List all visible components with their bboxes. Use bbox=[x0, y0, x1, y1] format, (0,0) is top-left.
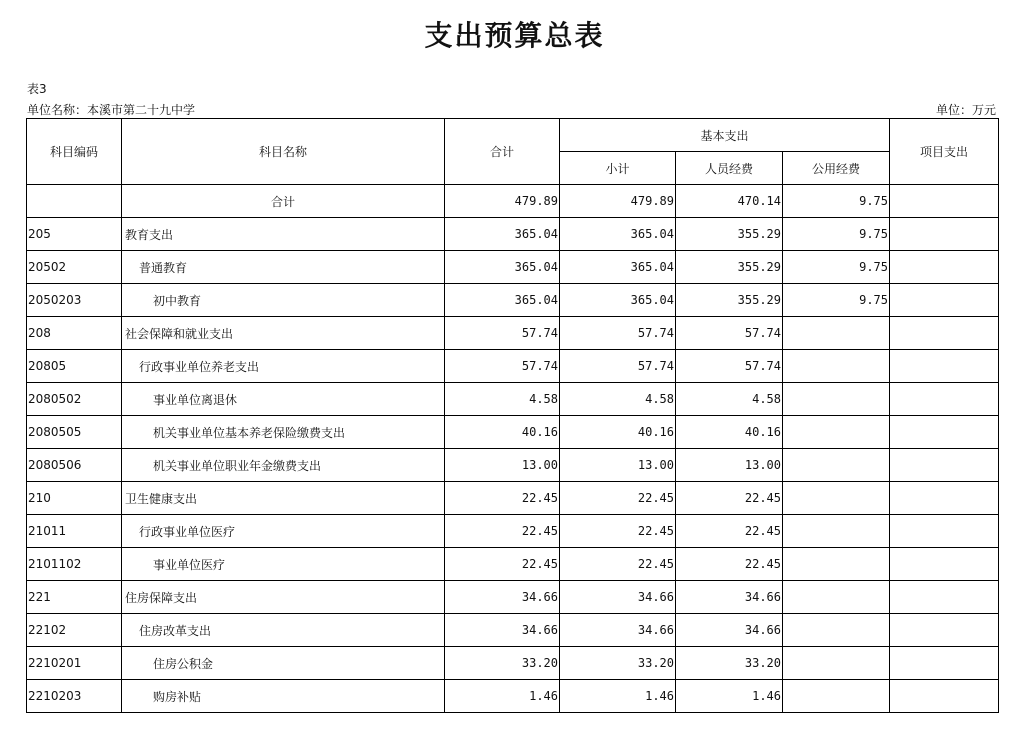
row-public bbox=[783, 515, 890, 548]
row-total: 22.45 bbox=[445, 482, 560, 515]
row-total: 57.74 bbox=[445, 317, 560, 350]
row-project bbox=[890, 416, 999, 449]
row-public bbox=[783, 449, 890, 482]
header-basic: 基本支出 bbox=[560, 119, 890, 152]
row-subtotal: 57.74 bbox=[560, 317, 676, 350]
row-public: 9.75 bbox=[783, 251, 890, 284]
row-project bbox=[890, 482, 999, 515]
row-public bbox=[783, 614, 890, 647]
row-project bbox=[890, 515, 999, 548]
row-total: 57.74 bbox=[445, 350, 560, 383]
row-code: 205 bbox=[27, 218, 122, 251]
total-personnel: 470.14 bbox=[676, 185, 783, 218]
header-project: 项目支出 bbox=[890, 119, 999, 185]
row-personnel: 1.46 bbox=[676, 680, 783, 713]
row-personnel: 34.66 bbox=[676, 581, 783, 614]
row-project bbox=[890, 218, 999, 251]
row-code: 2210203 bbox=[27, 680, 122, 713]
row-subtotal: 34.66 bbox=[560, 614, 676, 647]
table-row bbox=[27, 449, 999, 482]
row-project bbox=[890, 284, 999, 317]
row-code: 2210201 bbox=[27, 647, 122, 680]
row-subtotal: 1.46 bbox=[560, 680, 676, 713]
row-name: 购房补贴 bbox=[122, 680, 445, 713]
row-public bbox=[783, 383, 890, 416]
row-public bbox=[783, 482, 890, 515]
row-subtotal: 13.00 bbox=[560, 449, 676, 482]
row-code: 2080502 bbox=[27, 383, 122, 416]
row-project bbox=[890, 581, 999, 614]
total-project bbox=[890, 185, 999, 218]
row-project bbox=[890, 647, 999, 680]
row-code: 2080506 bbox=[27, 449, 122, 482]
row-personnel: 57.74 bbox=[676, 350, 783, 383]
table-row bbox=[27, 614, 999, 647]
budget-table bbox=[26, 118, 999, 713]
row-name: 教育支出 bbox=[122, 218, 445, 251]
table-row bbox=[27, 482, 999, 515]
row-name: 机关事业单位基本养老保险缴费支出 bbox=[122, 416, 445, 449]
unit-name: 单位名称：本溪市第二十九中学 bbox=[27, 103, 196, 117]
row-personnel: 22.45 bbox=[676, 515, 783, 548]
row-name: 事业单位医疗 bbox=[122, 548, 445, 581]
row-subtotal: 4.58 bbox=[560, 383, 676, 416]
row-total: 365.04 bbox=[445, 218, 560, 251]
table-row bbox=[27, 680, 999, 713]
row-total: 22.45 bbox=[445, 515, 560, 548]
row-public: 9.75 bbox=[783, 218, 890, 251]
row-personnel: 355.29 bbox=[676, 218, 783, 251]
row-name: 卫生健康支出 bbox=[122, 482, 445, 515]
row-public bbox=[783, 350, 890, 383]
row-personnel: 13.00 bbox=[676, 449, 783, 482]
row-personnel: 355.29 bbox=[676, 251, 783, 284]
row-code: 2050203 bbox=[27, 284, 122, 317]
row-name: 社会保障和就业支出 bbox=[122, 317, 445, 350]
header-name: 科目名称 bbox=[122, 119, 445, 185]
row-public bbox=[783, 581, 890, 614]
row-name: 初中教育 bbox=[122, 284, 445, 317]
row-code: 20502 bbox=[27, 251, 122, 284]
row-subtotal: 22.45 bbox=[560, 515, 676, 548]
row-public bbox=[783, 647, 890, 680]
row-name: 行政事业单位养老支出 bbox=[122, 350, 445, 383]
total-subtotal: 479.89 bbox=[560, 185, 676, 218]
currency-unit: 单位：万元 bbox=[935, 103, 996, 117]
row-subtotal: 365.04 bbox=[560, 218, 676, 251]
row-subtotal: 34.66 bbox=[560, 581, 676, 614]
row-total: 34.66 bbox=[445, 581, 560, 614]
row-code: 22102 bbox=[27, 614, 122, 647]
row-project bbox=[890, 251, 999, 284]
table-row bbox=[27, 218, 999, 251]
header-total: 合计 bbox=[445, 119, 560, 185]
header-subtotal: 小计 bbox=[560, 152, 676, 185]
row-total: 40.16 bbox=[445, 416, 560, 449]
row-name: 普通教育 bbox=[122, 251, 445, 284]
row-project bbox=[890, 449, 999, 482]
row-code: 210 bbox=[27, 482, 122, 515]
row-public: 9.75 bbox=[783, 284, 890, 317]
row-personnel: 34.66 bbox=[676, 614, 783, 647]
row-total: 33.20 bbox=[445, 647, 560, 680]
row-project bbox=[890, 680, 999, 713]
table-row bbox=[27, 251, 999, 284]
row-name: 住房改革支出 bbox=[122, 614, 445, 647]
header-personnel: 人员经费 bbox=[676, 152, 783, 185]
row-personnel: 40.16 bbox=[676, 416, 783, 449]
table-row bbox=[27, 581, 999, 614]
total-code-cell bbox=[27, 185, 122, 218]
row-total: 34.66 bbox=[445, 614, 560, 647]
row-code: 21011 bbox=[27, 515, 122, 548]
total-label: 合计 bbox=[122, 185, 445, 218]
row-subtotal: 22.45 bbox=[560, 548, 676, 581]
row-code: 221 bbox=[27, 581, 122, 614]
table-number: 表3 bbox=[27, 82, 47, 96]
row-public bbox=[783, 317, 890, 350]
table-row bbox=[27, 416, 999, 449]
row-project bbox=[890, 548, 999, 581]
row-name: 行政事业单位医疗 bbox=[122, 515, 445, 548]
row-public bbox=[783, 416, 890, 449]
row-project bbox=[890, 614, 999, 647]
row-personnel: 22.45 bbox=[676, 482, 783, 515]
table-row bbox=[27, 383, 999, 416]
row-personnel: 355.29 bbox=[676, 284, 783, 317]
row-code: 20805 bbox=[27, 350, 122, 383]
row-subtotal: 57.74 bbox=[560, 350, 676, 383]
page-title: 支出预算总表 bbox=[424, 19, 605, 52]
table-row bbox=[27, 647, 999, 680]
row-project bbox=[890, 350, 999, 383]
row-public bbox=[783, 548, 890, 581]
row-personnel: 33.20 bbox=[676, 647, 783, 680]
table-row bbox=[27, 548, 999, 581]
table-row bbox=[27, 284, 999, 317]
header-public: 公用经费 bbox=[783, 152, 890, 185]
table-row bbox=[27, 515, 999, 548]
row-total: 4.58 bbox=[445, 383, 560, 416]
table-row bbox=[27, 317, 999, 350]
row-project bbox=[890, 317, 999, 350]
row-subtotal: 365.04 bbox=[560, 251, 676, 284]
total-row bbox=[27, 185, 999, 218]
row-code: 2080505 bbox=[27, 416, 122, 449]
row-project bbox=[890, 383, 999, 416]
row-total: 1.46 bbox=[445, 680, 560, 713]
row-total: 365.04 bbox=[445, 251, 560, 284]
row-code: 208 bbox=[27, 317, 122, 350]
row-subtotal: 365.04 bbox=[560, 284, 676, 317]
row-name: 住房保障支出 bbox=[122, 581, 445, 614]
row-public bbox=[783, 680, 890, 713]
row-subtotal: 40.16 bbox=[560, 416, 676, 449]
row-name: 住房公积金 bbox=[122, 647, 445, 680]
row-total: 13.00 bbox=[445, 449, 560, 482]
row-name: 事业单位离退休 bbox=[122, 383, 445, 416]
row-personnel: 22.45 bbox=[676, 548, 783, 581]
row-code: 2101102 bbox=[27, 548, 122, 581]
row-total: 365.04 bbox=[445, 284, 560, 317]
header-code: 科目编码 bbox=[27, 119, 122, 185]
row-name: 机关事业单位职业年金缴费支出 bbox=[122, 449, 445, 482]
row-subtotal: 33.20 bbox=[560, 647, 676, 680]
total-public: 9.75 bbox=[783, 185, 890, 218]
row-subtotal: 22.45 bbox=[560, 482, 676, 515]
total-total: 479.89 bbox=[445, 185, 560, 218]
row-personnel: 4.58 bbox=[676, 383, 783, 416]
row-personnel: 57.74 bbox=[676, 317, 783, 350]
table-row bbox=[27, 350, 999, 383]
row-total: 22.45 bbox=[445, 548, 560, 581]
